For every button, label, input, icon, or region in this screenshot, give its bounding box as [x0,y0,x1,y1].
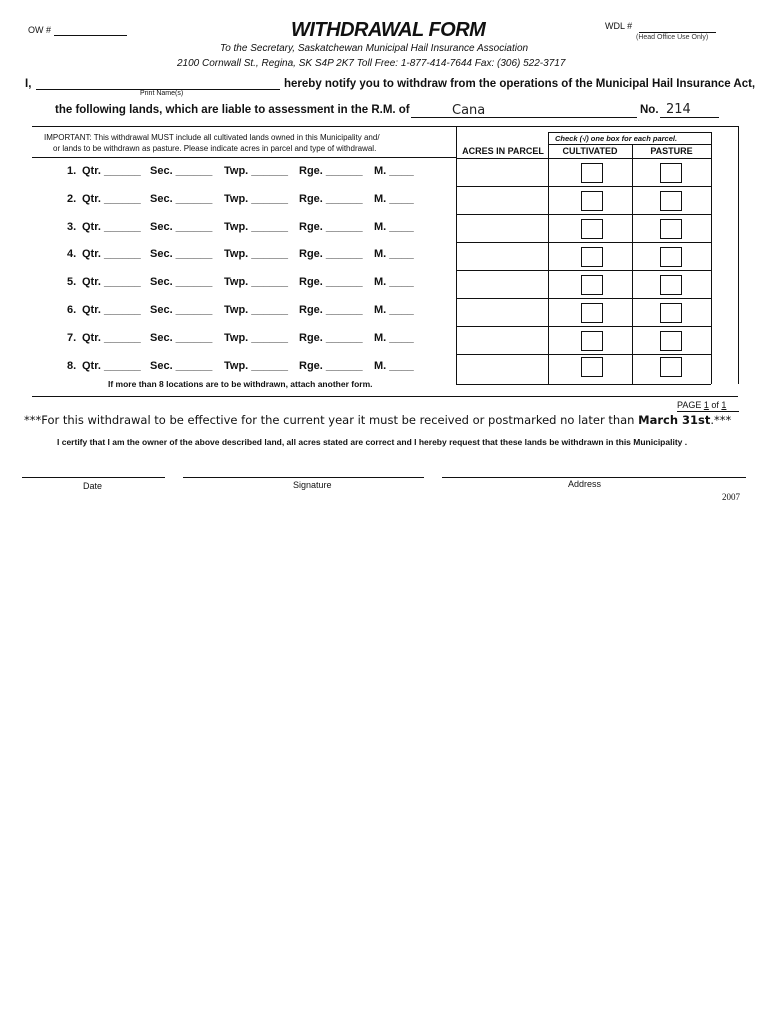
sec-field[interactable]: Sec. ______ [150,276,213,288]
date-line[interactable] [22,477,165,478]
m-field[interactable]: M. ____ [374,276,414,288]
cultivated-checkbox[interactable] [581,331,603,351]
row-number: 6. [67,304,77,316]
row-number: 7. [67,332,77,344]
form-year: 2007 [722,492,740,502]
col-header-pasture: PASTURE [650,146,693,156]
check-header-bottom [548,144,711,145]
page-total[interactable]: 1 [721,400,727,410]
row-rule [456,298,711,299]
row-number: 2. [67,193,77,205]
page-number[interactable]: 1 [703,400,709,410]
pasture-checkbox[interactable] [660,303,682,323]
pasture-checkbox[interactable] [660,191,682,211]
important-line-1: IMPORTANT: This withdrawal MUST include all cultivated lands owned in this Municipality and/ [44,133,380,142]
header-bottom-rule [456,158,711,159]
m-field[interactable]: M. ____ [374,193,414,205]
pasture-checkbox[interactable] [660,219,682,239]
qtr-field[interactable]: Qtr. ______ [82,360,141,372]
address-line-1: To the Secretary, Saskatchewan Municipal Hail Insurance Association [220,43,529,54]
check-header: Check (√) one box for each parcel. [555,134,678,143]
row-rule [456,242,711,243]
date-label: Date [83,481,103,491]
signature-line[interactable] [183,477,424,478]
cultivated-checkbox[interactable] [581,357,603,377]
head-office-note: (Head Office Use Only) [636,34,709,41]
sec-field[interactable]: Sec. ______ [150,332,213,344]
sec-field[interactable]: Sec. ______ [150,304,213,316]
more-locations-note: If more than 8 locations are to be withdrawn, attach another form. [108,379,373,389]
row-number: 4. [67,248,77,260]
m-field[interactable]: M. ____ [374,165,414,177]
row-number: 1. [67,165,77,177]
twp-field[interactable]: Twp. ______ [224,193,288,205]
row-number: 8. [67,360,77,372]
row-number: 3. [67,221,77,233]
rm-name-value: Cana [452,103,486,118]
col-header-cultivated: CULTIVATED [562,146,618,156]
rm-name-field[interactable] [411,117,637,118]
rge-field[interactable]: Rge. ______ [299,248,363,260]
signature-label: Signature [293,480,332,490]
m-field[interactable]: M. ____ [374,332,414,344]
pasture-checkbox[interactable] [660,357,682,377]
rge-field[interactable]: Rge. ______ [299,193,363,205]
address-line[interactable] [442,477,746,478]
rm-number-value: 214 [666,102,691,117]
row-number: 5. [67,276,77,288]
table-left-border [456,126,457,384]
table-col-divider-1 [548,132,549,384]
m-field[interactable]: M. ____ [374,304,414,316]
cultivated-checkbox[interactable] [581,163,603,183]
lands-text: the following lands, which are liable to assessment in the R.M. of [55,104,410,116]
pasture-checkbox[interactable] [660,331,682,351]
qtr-field[interactable]: Qtr. ______ [82,332,141,344]
certify-text: I certify that I am the owner of the above described land, all acres stated are correct and I hereby request that these lands be withdrawn in this Municipality . [57,437,688,447]
pasture-checkbox[interactable] [660,163,682,183]
qtr-field[interactable]: Qtr. ______ [82,248,141,260]
page-indicator: PAGE 1 of 1 [677,400,727,410]
qtr-field[interactable]: Qtr. ______ [82,304,141,316]
row-rule [456,270,711,271]
wdl-number-field[interactable] [639,32,716,33]
form-title: WITHDRAWAL FORM [291,19,486,41]
twp-field[interactable]: Twp. ______ [224,165,288,177]
row-rule [456,186,711,187]
twp-field[interactable]: Twp. ______ [224,332,288,344]
cultivated-checkbox[interactable] [581,275,603,295]
row-rule [456,326,711,327]
check-header-top [548,132,711,133]
twp-field[interactable]: Twp. ______ [224,304,288,316]
deadline-date: March 31st [638,413,711,427]
twp-field[interactable]: Twp. ______ [224,221,288,233]
rge-field[interactable]: Rge. ______ [299,360,363,372]
rm-number-field[interactable] [660,117,719,118]
rge-field[interactable]: Rge. ______ [299,304,363,316]
table-col-divider-2 [632,144,633,384]
important-bottom-rule [32,157,456,158]
address-label: Address [568,479,602,489]
col-header-acres: ACRES IN PARCEL [462,146,544,156]
rge-field[interactable]: Rge. ______ [299,276,363,288]
sec-field[interactable]: Sec. ______ [150,193,213,205]
sec-field[interactable]: Sec. ______ [150,165,213,177]
m-field[interactable]: M. ____ [374,248,414,260]
address-line-2: 2100 Cornwall St., Regina, SK S4P 2K7 Toll Free: 1-877-414-7644 Fax: (306) 522-3717 [177,58,566,69]
row-rule [456,214,711,215]
table-bottom-rule [456,384,711,385]
cultivated-checkbox[interactable] [581,247,603,267]
pasture-checkbox[interactable] [660,247,682,267]
notify-text: hereby notify you to withdraw from the operations of the Municipal Hail Insurance Act, [284,78,756,90]
rm-no-label: No. [640,104,659,116]
wdl-number-label: WDL # [605,21,633,31]
section-bottom-rule [32,396,738,397]
sec-field[interactable]: Sec. ______ [150,248,213,260]
twp-field[interactable]: Twp. ______ [224,276,288,288]
m-field[interactable]: M. ____ [374,221,414,233]
important-line-2: or lands to be withdrawn as pasture. Please indicate acres in parcel and type of withdrawal. [53,144,377,153]
section-top-rule [32,126,738,127]
twp-field[interactable]: Twp. ______ [224,248,288,260]
pasture-checkbox[interactable] [660,275,682,295]
sec-field[interactable]: Sec. ______ [150,221,213,233]
deadline-notice: ***For this withdrawal to be effective for the current year it must be received or postmarked no later than March 31st.*** [24,413,732,427]
m-field[interactable]: M. ____ [374,360,414,372]
qtr-field[interactable]: Qtr. ______ [82,276,141,288]
ow-number-label: OW # [28,25,52,35]
page-right-rule [738,126,739,384]
rge-field[interactable]: Rge. ______ [299,332,363,344]
print-names-label: Print Name(s) [140,90,184,97]
cultivated-checkbox[interactable] [581,191,603,211]
rge-field[interactable]: Rge. ______ [299,165,363,177]
declaration-prefix: I, [25,78,32,90]
twp-field[interactable]: Twp. ______ [224,360,288,372]
row-rule [456,354,711,355]
qtr-field[interactable]: Qtr. ______ [82,165,141,177]
qtr-field[interactable]: Qtr. ______ [82,193,141,205]
ow-number-field[interactable] [54,35,127,36]
cultivated-checkbox[interactable] [581,219,603,239]
sec-field[interactable]: Sec. ______ [150,360,213,372]
qtr-field[interactable]: Qtr. ______ [82,221,141,233]
table-right-border [711,132,712,384]
cultivated-checkbox[interactable] [581,303,603,323]
page-underline [677,411,739,412]
rge-field[interactable]: Rge. ______ [299,221,363,233]
